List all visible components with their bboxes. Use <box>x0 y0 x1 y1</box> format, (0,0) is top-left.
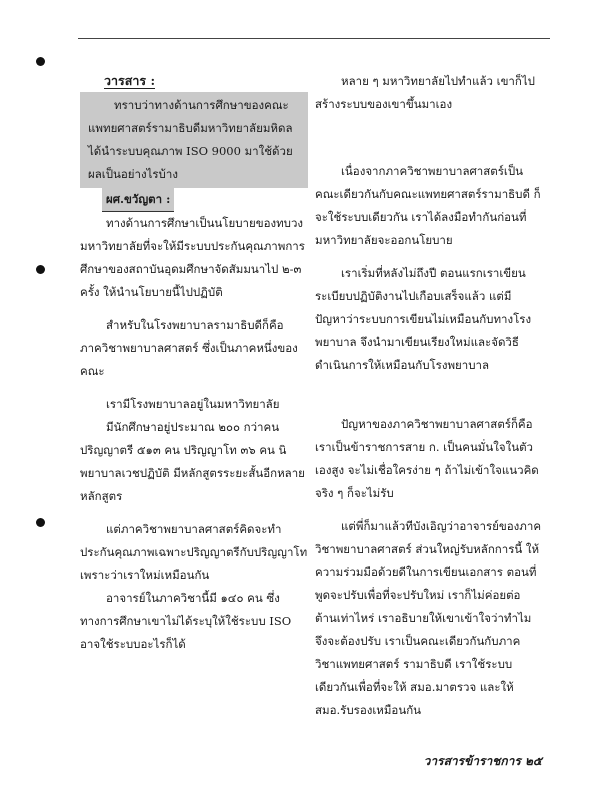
punch-hole-bottom <box>36 518 45 527</box>
left-paragraph: แต่ภาควิชาพยาบาลศาสตร์คิดจะทำประกันคุณภาพเฉพาะปริญญาตรีกับปริญญาโท เพราะว่าเราใหม่เหมือนกัน <box>80 522 308 582</box>
left-paragraph: ทางด้านการศึกษาเป็นนโยบายของทบวงมหาวิทยาลัยที่จะให้มีระบบประกันคุณภาพการศึกษาของสถาบันอุดมศึกษาจัดสัมมนาไป ๒-๓ ครั้ง ให้นำนโยบายนี้ไปปฏิบัติ <box>80 216 305 299</box>
left-paragraph: อาจารย์ในภาควิชานี้มี ๑๔๐ คน ซึ่งทางการศึกษาเขาไม่ได้ระบุให้ใช้ระบบ ISO อาจใช้ระบบอะไรก็ได้ <box>80 591 292 651</box>
respondent-heading: ผศ.ขวัญตา : <box>80 188 308 212</box>
right-column <box>315 70 541 722</box>
vice-dean-question: ทราบว่าทางด้านการศึกษาของคณะแพทยศาสตร์รามาธิบดีมหาวิทยาลัยมหิดล ได้นำระบบคุณภาพ ISO 9000 มาใช้ด้วย ผลเป็นอย่างไรบ้าง <box>80 92 308 188</box>
left-paragraph: เรามีโรงพยาบาลอยู่ในมหาวิทยาลัย <box>106 397 280 411</box>
right-paragraph: เราเริ่มที่หลังไม่ถึงปี ตอนแรกเราเขียนระเบียบปฏิบัติงานไปเกือบเสร็จแล้ว แต่มีปัญหาว่าระบบการเขียนไม่เหมือนกับทางโรงพยาบาล จึงนำมาเขียนเรียงใหม่และจัดวิธีดำเนินการให้เหมือนกับโรงพยาบาล <box>315 266 532 372</box>
right-paragraph: แต่พี่ก็มาแล้วทีบังเอิญว่าอาจารย์ของภาควิชาพยาบาลศาสตร์ ส่วนใหญ่รับหลักการนี้ ให้ความร่วมมือด้วยดีในการเขียนเอกสาร ตอนที่พูดจะปรับเพื่อที่จะปรับใหม่ เราก็ไม่ค่อยต่อต้านเท่าไหร่ เราอธิบายให้เขาเข้าใจว่าทำไมจึงจะต้องปรับ เราเป็นคณะเดียวกันกับภาควิชาแพทยศาสตร์ รามาธิบดี เราใช้ระบบเดียวกันเพื่อที่จะให้ สมอ.มาตรวจ และให้ สมอ.รับรองเหมือนกัน <box>315 519 542 717</box>
left-column <box>80 70 308 656</box>
top-rule <box>78 38 550 39</box>
left-paragraph: สำหรับในโรงพยาบาลรามาธิบดีก็คือ ภาควิชาพยาบาลศาสตร์ ซึ่งเป็นภาคหนึ่งของคณะ <box>80 318 298 378</box>
right-paragraph: ปัญหาของภาควิชาพยาบาลศาสตร์ก็คือ เราเป็นข้าราชการสาย ก. เป็นคนมั่นใจในตัวเองสูง จะไม่เชื่อใครง่าย ๆ ถ้าไม่เข้าใจแนวคิดจริง ๆ ก็จะไม่รับ <box>315 417 539 500</box>
punch-hole-middle <box>36 265 45 274</box>
right-paragraph: เนื่องจากภาควิชาพยาบาลศาสตร์เป็นคณะเดียวกันกับคณะแพทยศาสตร์รามาธิบดี ก็จะใช้ระบบเดียวกัน เราได้ลงมือทำกันก่อนที่มหาวิทยาลัยจะออกนโยบาย <box>315 164 541 247</box>
punch-hole-top <box>36 57 45 66</box>
vice-dean-heading: วารสาร : <box>104 73 156 88</box>
left-paragraph: มีนักศึกษาอยู่ประมาณ ๒๐๐ กว่าคน ปริญญาตรี ๕๑๓ คน ปริญญาโท ๓๖ คน นิพยาบาลเวชปฏิบัติ มีหลักสูตรระยะสั้นอีกหลายหลักสูตร <box>80 420 305 503</box>
page-footer: วารสารข้าราชการ ๒๕ <box>423 754 542 768</box>
right-paragraph: หลาย ๆ มหาวิทยาลัยไปทำแล้ว เขาก็ไปสร้างระบบของเขาขึ้นมาเอง <box>315 74 535 111</box>
